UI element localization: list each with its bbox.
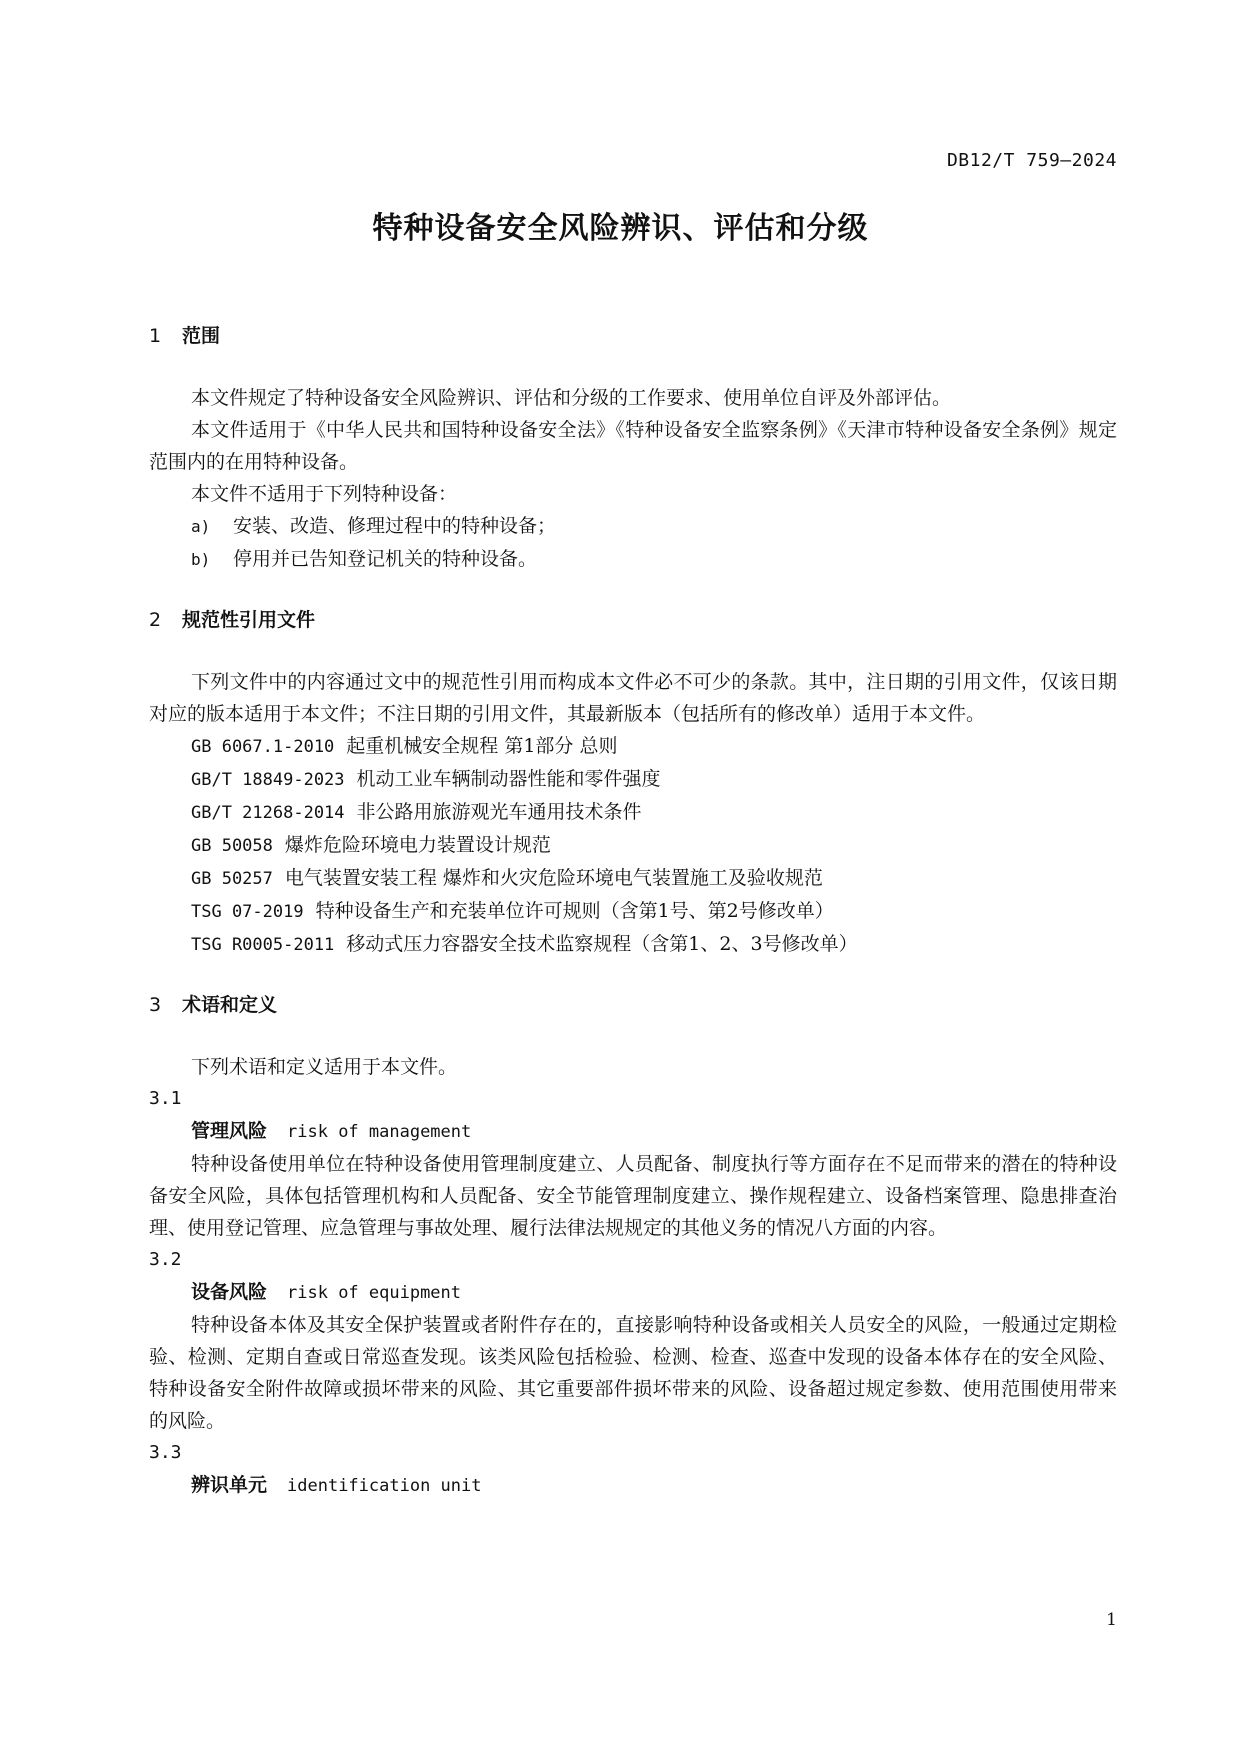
- section-title: 规范性引用文件: [182, 609, 316, 631]
- reference-code: TSG 07-2019: [191, 902, 304, 922]
- list-marker: a): [191, 517, 211, 536]
- reference-row: [149, 928, 1117, 961]
- reference-row: [149, 862, 1117, 895]
- reference-name: 非公路用旅游观光车通用技术条件: [356, 801, 642, 823]
- section-heading-terms: [149, 989, 1117, 1021]
- reference-code: GB/T 21268-2014: [191, 803, 345, 823]
- section-number: 1: [149, 325, 162, 347]
- paragraph: 下列文件中的内容通过文中的规范性引用而构成本文件必不可少的条款。其中，注日期的引用文件，仅该日期对应的版本适用于本文件；不注日期的引用文件，其最新版本（包括所有的修改单）适用于本文件。: [149, 671, 1117, 725]
- reference-code: GB/T 18849-2023: [191, 770, 345, 790]
- document-code: DB12/T 759—2024: [946, 150, 1117, 171]
- term-english: risk of equipment: [287, 1283, 462, 1303]
- term-definition: 特种设备使用单位在特种设备使用管理制度建立、人员配备、制度执行等方面存在不足而带来的潜在的特种设备安全风险，具体包括管理机构和人员配备、安全节能管理制度建立、操作规程建立、设备档案管理、隐患排查治理、使用登记管理、应急管理与事故处理、履行法律法规规定的其他义务的情况八方面的内容。: [149, 1153, 1117, 1239]
- reference-code: GB 50257: [191, 869, 273, 889]
- list-item-text: 安装、改造、修理过程中的特种设备；: [233, 515, 557, 537]
- clause-number: 3.3: [149, 1442, 182, 1463]
- paragraph: 本文件不适用于下列特种设备：: [191, 483, 458, 505]
- reference-code: GB 6067.1-2010: [191, 737, 335, 757]
- reference-name: 起重机械安全规程 第1部分 总则: [346, 735, 618, 757]
- term-definition: 特种设备本体及其安全保护装置或者附件存在的，直接影响特种设备或相关人员安全的风险，一般通过定期检验、检测、定期自查或日常巡查发现。该类风险包括检验、检测、检查、巡查中发现的设备本体存在的安全风险、特种设备安全附件故障或损坏带来的风险、其它重要部件损坏带来的风险、设备超过规定参数、使用范围使用带来的风险。: [149, 1314, 1117, 1432]
- clause-number: 3.2: [149, 1249, 182, 1270]
- page-number: 1: [1106, 1610, 1117, 1630]
- paragraph: 下列术语和定义适用于本文件。: [191, 1056, 458, 1078]
- paragraph: 本文件适用于《中华人民共和国特种设备安全法》《特种设备安全监察条例》《天津市特种设备安全条例》规定范围内的在用特种设备。: [149, 419, 1117, 473]
- reference-row: [149, 796, 1117, 829]
- document-title: 特种设备安全风险辨识、评估和分级: [372, 211, 869, 246]
- reference-row: [149, 829, 1117, 862]
- reference-row: [149, 763, 1117, 796]
- reference-row: [149, 730, 1117, 763]
- term-chinese: 管理风险: [191, 1120, 268, 1142]
- reference-code: TSG R0005-2011: [191, 935, 335, 955]
- reference-name: 爆炸危险环境电力装置设计规范: [284, 834, 551, 856]
- list-item: [149, 543, 1117, 576]
- section-number: 2: [149, 609, 162, 631]
- term-entry: [149, 1469, 1117, 1502]
- term-entry: [149, 1115, 1117, 1148]
- term-entry: [149, 1276, 1117, 1309]
- list-marker: b): [191, 550, 211, 569]
- reference-row: [149, 895, 1117, 928]
- section-title: 术语和定义: [182, 994, 278, 1016]
- section-heading-scope: [149, 320, 1117, 352]
- term-chinese: 辨识单元: [191, 1474, 268, 1496]
- list-item: [149, 510, 1117, 543]
- term-chinese: 设备风险: [191, 1281, 268, 1303]
- reference-code: GB 50058: [191, 836, 273, 856]
- reference-name: 移动式压力容器安全技术监察规程（含第1、2、3号修改单）: [346, 933, 858, 955]
- section-heading-normative-references: [149, 604, 1117, 636]
- reference-name: 电气装置安装工程 爆炸和火灾危险环境电气装置施工及验收规范: [284, 867, 823, 889]
- paragraph: 本文件规定了特种设备安全风险辨识、评估和分级的工作要求、使用单位自评及外部评估。: [191, 387, 952, 409]
- section-title: 范围: [182, 325, 221, 347]
- reference-name: 机动工业车辆制动器性能和零件强度: [356, 768, 661, 790]
- document-body: [149, 320, 1117, 1502]
- section-number: 3: [149, 994, 162, 1016]
- term-english: identification unit: [287, 1476, 482, 1496]
- term-english: risk of management: [287, 1122, 472, 1142]
- clause-number: 3.1: [149, 1088, 182, 1109]
- reference-name: 特种设备生产和充装单位许可规则（含第1号、第2号修改单）: [315, 900, 834, 922]
- list-item-text: 停用并已告知登记机关的特种设备。: [233, 548, 538, 570]
